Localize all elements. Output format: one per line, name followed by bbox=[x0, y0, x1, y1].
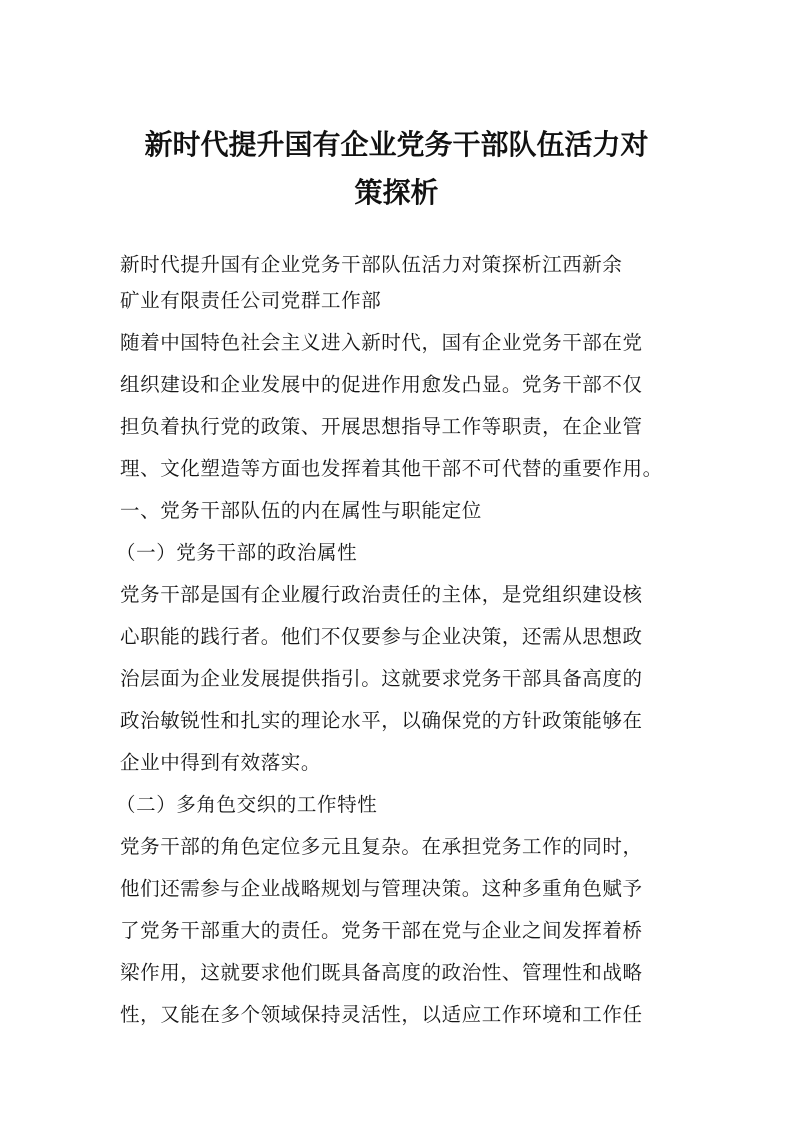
paragraph-political-line-2: 心职能的践行者。他们不仅要参与企业决策，还需从思想政 bbox=[120, 625, 643, 648]
paragraph-roles-line-2: 他们还需参与企业战略规划与管理决策。这种多重角色赋予 bbox=[120, 877, 643, 900]
paragraph-intro-line-2: 组织建设和企业发展中的促进作用愈发凸显。党务干部不仅 bbox=[120, 373, 643, 396]
subtitle-line-2: 矿业有限责任公司党群工作部 bbox=[120, 289, 382, 312]
paragraph-political-line-3: 治层面为企业发展提供指引。这就要求党务干部具备高度的 bbox=[120, 667, 643, 690]
paragraph-intro-line-3: 担负着执行党的政策、开展思想指导工作等职责，在企业管 bbox=[120, 415, 643, 438]
paragraph-intro-line-4: 理、文化塑造等方面也发挥着其他干部不可代替的重要作用。 bbox=[120, 457, 663, 480]
paragraph-political-line-4: 政治敏锐性和扎实的理论水平，以确保党的方针政策能够在 bbox=[120, 709, 643, 732]
subsection-heading-1: （一）党务干部的政治属性 bbox=[116, 541, 358, 564]
paragraph-roles-line-3: 了党务干部重大的责任。党务干部在党与企业之间发挥着桥 bbox=[120, 919, 643, 942]
subsection-heading-2: （二）多角色交织的工作特性 bbox=[116, 793, 378, 816]
section-heading-1: 一、党务干部队伍的内在属性与职能定位 bbox=[120, 499, 482, 522]
document-title-line-2: 策探析 bbox=[354, 176, 439, 209]
paragraph-intro-line-1: 随着中国特色社会主义进入新时代，国有企业党务干部在党 bbox=[120, 331, 643, 354]
paragraph-roles-line-4: 梁作用，这就要求他们既具备高度的政治性、管理性和战略 bbox=[120, 961, 643, 984]
paragraph-political-line-1: 党务干部是国有企业履行政治责任的主体，是党组织建设核 bbox=[120, 583, 643, 606]
paragraph-political-line-5: 企业中得到有效落实。 bbox=[120, 751, 322, 774]
document-title-line-1: 新时代提升国有企业党务干部队伍活力对 bbox=[144, 128, 649, 161]
paragraph-roles-line-1: 党务干部的角色定位多元且复杂。在承担党务工作的同时， bbox=[120, 835, 643, 858]
paragraph-roles-line-5: 性，又能在多个领域保持灵活性，以适应工作环境和工作任 bbox=[120, 1003, 643, 1026]
subtitle-line-1: 新时代提升国有企业党务干部队伍活力对策探析江西新余 bbox=[120, 253, 623, 276]
